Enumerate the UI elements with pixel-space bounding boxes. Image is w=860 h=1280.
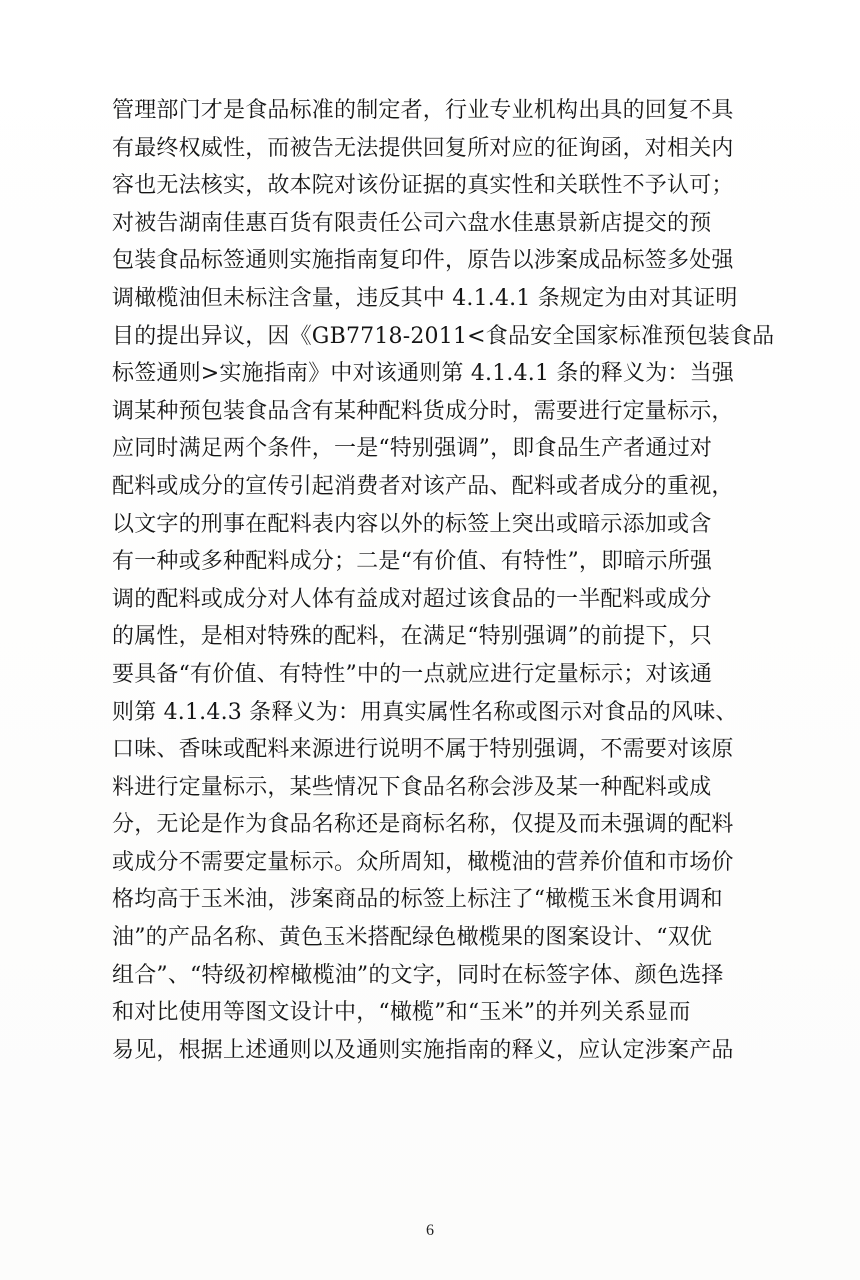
text-line: 目的提出异议，因《GB7718-2011<食品安全国家标准预包装食品 — [112, 323, 775, 349]
text-line: 易见，根据上述通则以及通则实施指南的释义，应认定涉案产品 — [112, 1037, 734, 1063]
text-line: 有一种或多种配料成分；二是“有价值、有特性”，即暗示所强 — [112, 549, 713, 575]
text-line: 对被告湖南佳惠百货有限责任公司六盘水佳惠景新店提交的预 — [112, 210, 712, 236]
text-line: 包装食品标签通则实施指南复印件，原告以涉案成品标签多处强 — [112, 248, 734, 274]
text-line: 的属性，是相对特殊的配料，在满足“特别强调”的前提下，只 — [112, 624, 713, 650]
text-line: 配料或成分的宣传引起消费者对该产品、配料或者成分的重视， — [112, 473, 734, 499]
text-line: 调某种预包装食品含有某种配料货成分时，需要进行定量标示， — [112, 398, 734, 424]
text-line: 分，无论是作为食品名称还是商标名称，仅提及而未强调的配料 — [112, 812, 734, 838]
text-line: 格均高于玉米油，涉案商品的标签上标注了“橄榄玉米食用调和 — [112, 887, 723, 913]
text-line: 和对比使用等图文设计中，“橄榄”和“玉米”的并列关系显而 — [112, 1000, 691, 1026]
text-line: 以文字的刑事在配料表内容以外的标签上突出或暗示添加或含 — [112, 511, 712, 537]
text-line: 应同时满足两个条件，一是“特别强调”，即食品生产者通过对 — [112, 436, 713, 462]
text-line: 料进行定量标示，某些情况下食品名称会涉及某一种配料或成 — [112, 774, 712, 800]
page-number: 6 — [426, 1222, 434, 1239]
text-line: 口味、香味或配料来源进行说明不属于特别强调，不需要对该原 — [112, 737, 734, 763]
text-line: 调橄榄油但未标注含量，违反其中 4.1.4.1 条规定为由对其证明 — [112, 285, 738, 311]
text-line: 容也无法核实，故本院对该份证据的真实性和关联性不予认可； — [112, 173, 734, 199]
text-line: 要具备“有价值、有特性”中的一点就应进行定量标示；对该通 — [112, 661, 713, 687]
text-line: 则第 4.1.4.3 条释义为：用真实属性名称或图示对食品的风味、 — [112, 699, 738, 725]
text-line: 组合”、“特级初榨橄榄油”的文字，同时在标签字体、颜色选择 — [112, 962, 724, 988]
text-line: 标签通则>实施指南》中对该通则第 4.1.4.1 条的释义为：当强 — [112, 361, 734, 387]
text-line: 调的配料或成分对人体有益成对超过该食品的一半配料或成分 — [112, 586, 712, 612]
text-line: 有最终权威性，而被告无法提供回复所对应的征询函，对相关内 — [112, 135, 734, 161]
text-line: 或成分不需要定量标示。众所周知，橄榄油的营养价值和市场价 — [112, 849, 734, 875]
body-text — [112, 92, 812, 1069]
text-line: 管理部门才是食品标准的制定者，行业专业机构出具的回复不具 — [112, 98, 734, 123]
text-line: 油”的产品名称、黄色玉米搭配绿色橄榄果的图案设计、“双优 — [112, 925, 713, 951]
